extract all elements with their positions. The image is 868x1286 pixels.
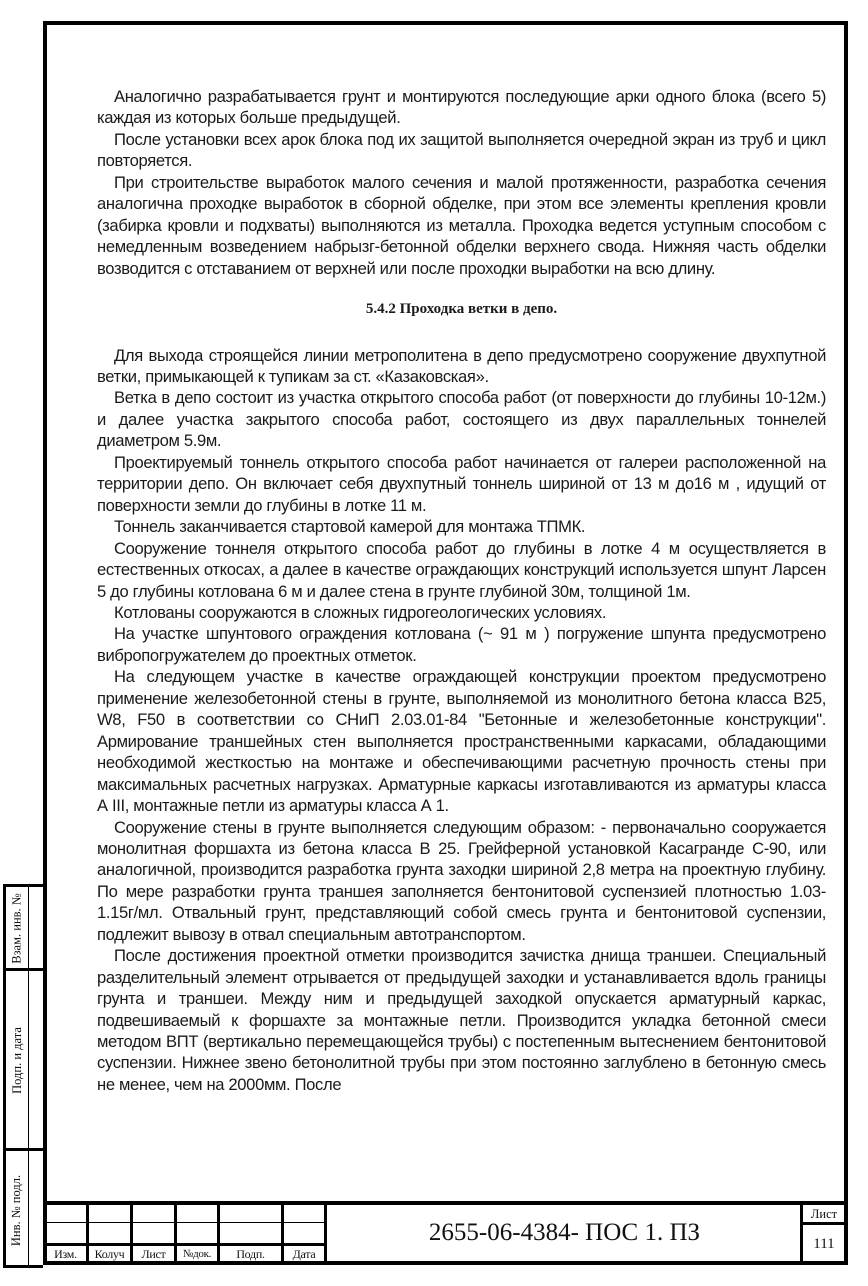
paragraph: Проектируемый тоннель открытого способа работ начинается от галереи расположенной на территории депо. Он включает себя двухпутный тоннель шириной от 13 м до16 м , идущий от поверхности земли до глубины в лотке 11 м. [97,452,826,515]
col-label-change: Изм. [54,1247,77,1261]
side-stamp-original-inv [6,1151,28,1269]
paragraph: После достижения проектной отметки производится зачистка днища траншеи. Специальный разделительный элемент отрывается от предыдущей заходки и устанавливается вдоль границы грунта и траншеи. Между ним и предыдущей заходкой опускается арматурный каркас, подвешиваемый к форшахте за монтажные петли. Производится укладка бетонной смеси методом ВПТ (вертикально перемещающейся трубы) с постепенным вытеснением бентонитовой суспензии. Нижнее звено бетонолитной трубы при этом постоянно заглублено в бетонную смесь не менее, чем на 2000мм. После [97,946,826,1094]
paragraph: На следующем участке в качестве ограждающей конструкции проектом предусмотрено применение железобетонной стены в грунте, выполняемой из монолитного бетона класса В25, W8, F50 в соответствии со СНиП 2.03.01-84 "Бетонные и железобетонные конструкции". Армирование траншейных стен выполняется пространственными каркасами, обладающими необходимой жесткостью на монтаже и обеспечивающими расчетную прочность стены при максимальных расчетных нагрузках. Арматурные каркасы изготавливаются из арматуры класса А III, монтажные петли из арматуры класса А 1. [97,667,826,816]
side-stamp-replacement-inv [6,887,28,970]
paragraph: После установки всех арок блока под их защитой выполняется очередной экран из труб и цикл повторяется. [97,129,826,171]
sheet-number: 111 [813,1236,835,1252]
title-block-col-line [324,1201,327,1265]
document-code: 2655-06-4384- ПОС 1. ПЗ [428,1219,701,1246]
col-label-count: Колуч [94,1247,125,1261]
col-label-signature: Подп. [236,1247,265,1261]
col-label-doc-no: №док. [182,1248,212,1260]
side-stamp-label: Инв. № подл. [9,1174,24,1246]
paragraph: Для выхода строящейся линии метрополитена в депо предусмотрено сооружение двухпутной ветки, примыкающей к тупикам за ст. «Казаковская». [97,345,826,386]
paragraph: При строительстве выработок малого сечения и малой протяженности, разработка сечения аналогична проходке выработок в сборной обделке, при этом все элементы крепления кровли (забирка кровли и подхваты) выполняются из металла. Проходка ведется уступным способом с немедленным возведением набрызг-бетонной обделки верхнего свода. Нижняя часть обделки возводится с отставанием от верхней или после проходки выработки на всю длину. [97,172,826,278]
title-block [43,1201,848,1265]
col-label-date: Дата [292,1247,316,1261]
sheet-label: Лист [810,1207,838,1221]
paragraph: Тоннель заканчивается стартовой камерой для монтажа ТПМК. [114,517,586,537]
paragraph: Ветка в депо состоит из участка открытого способа работ (от поверхности до глубины 10-12м.) и далее участка закрытого способа работ, состоящего из двух параллельных тоннелей диаметром 5.9м. [97,388,826,451]
side-stamp [3,884,43,1268]
paragraph: Котлованы сооружаются в сложных гидрогеологических условиях. [114,602,607,622]
side-stamp-divider [28,887,29,1265]
side-stamp-label: Взам. инв. № [9,893,24,964]
side-stamp-label: Подп. и дата [9,1027,24,1094]
paragraph: Аналогично разрабатывается грунт и монтируются последующие арки одного блока (всего 5) каждая из которых больше предыдущей. [97,87,826,128]
paragraph: На участке шпунтового ограждения котлована (~ 91 м ) погружение шпунта предусмотрено вибропогружателем до проектных отметок. [97,624,826,665]
paragraph: Сооружение тоннеля открытого способа работ до глубины в лотке 4 м осуществляется в естественных откосах, а далее в качестве ограждающих конструкций используется шпунт Ларсен 5 до глубины котлована 6 м и далее стена в грунте глубиной 30м, толщиной 1м. [97,538,826,601]
document-body [97,86,826,1095]
side-stamp-signature-date [6,971,28,1150]
paragraph: Сооружение стены в грунте выполняется следующим образом: - первоначально сооружается монолитная форшахта из бетона класса В 25. Грейферной установкой Касагранде С-90, или аналогичной, производится разработка грунта заходки шириной 2,8 метра на проектную глубину. По мере разработки грунта траншея заполняется бентонитовой суспензией плотностью 1.03-1.15г/мл. Отвальный грунт, представляющий собой смесь грунта и бентонитовой суспензии, подлежит вывозу в отвал специальным автотранспортом. [97,817,826,944]
section-heading: 5.4.2 Проходка ветки в депо. [365,301,558,318]
col-label-sheet: Лист [141,1247,166,1261]
